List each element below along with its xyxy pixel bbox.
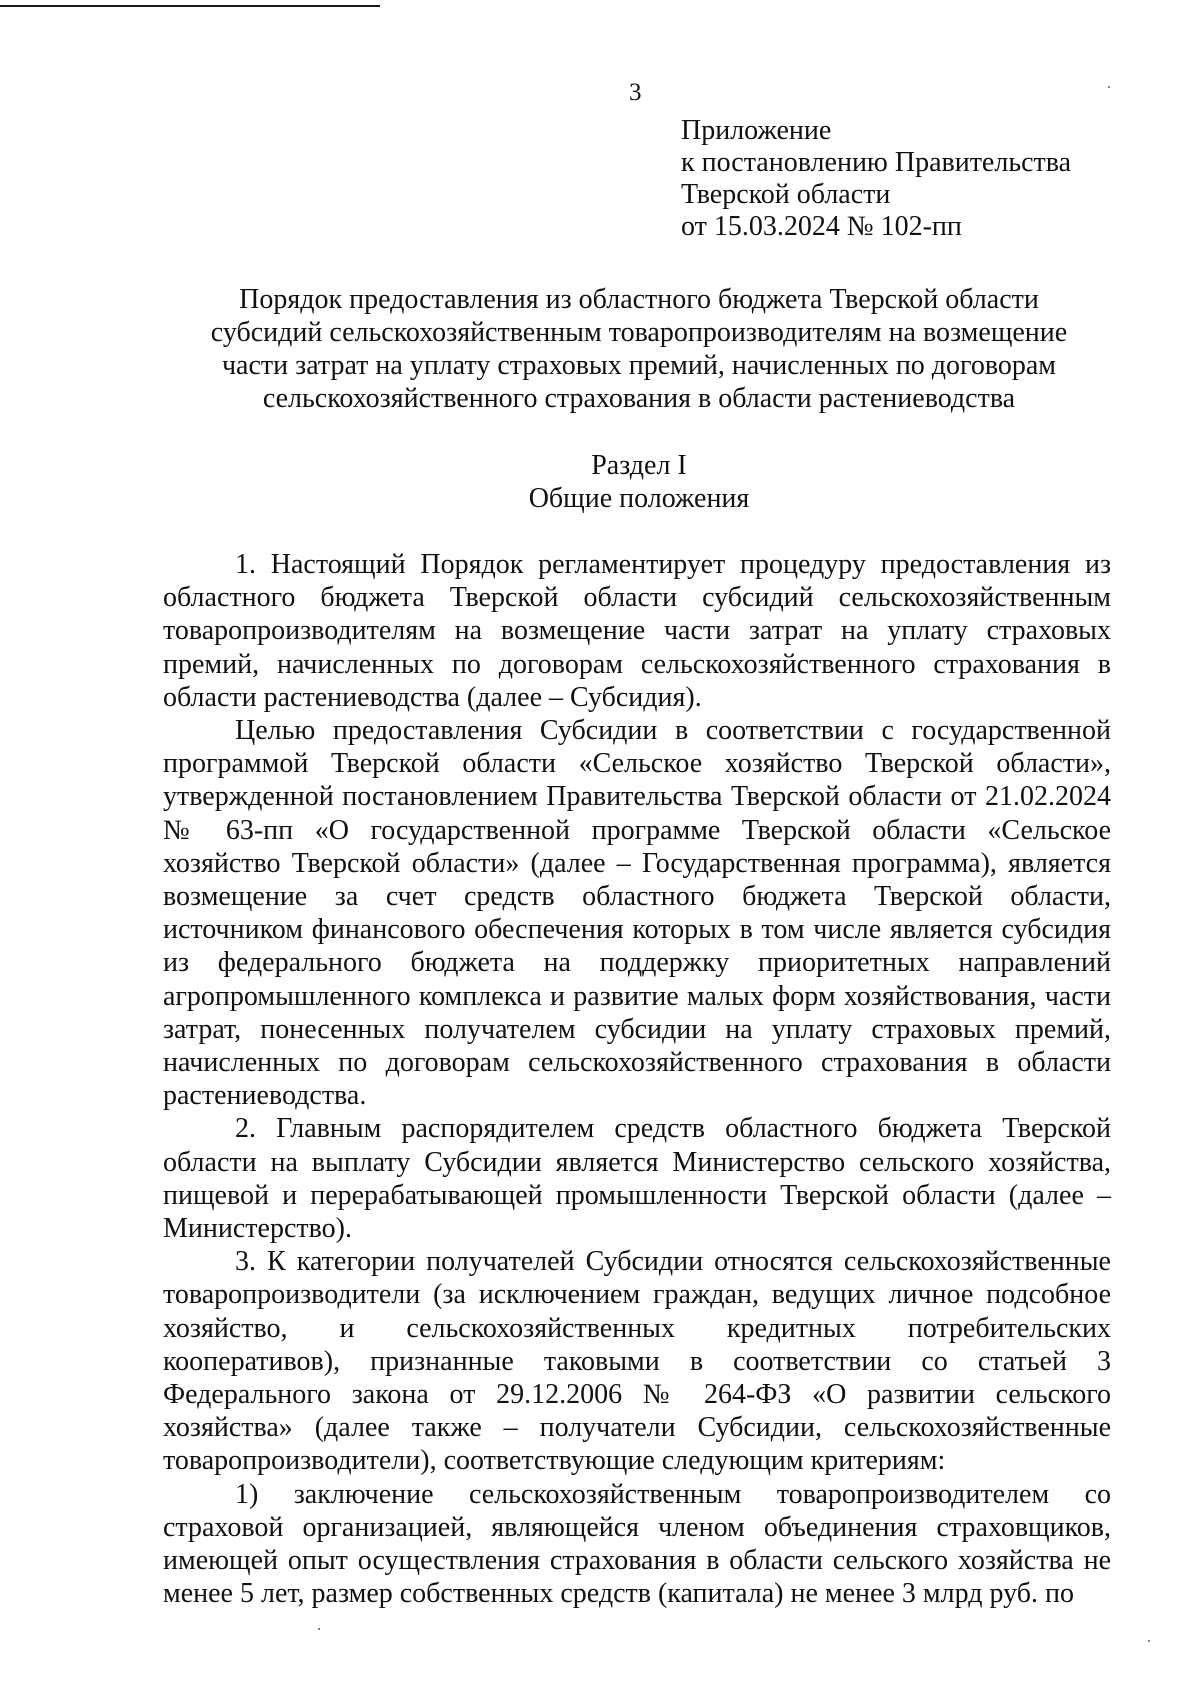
section-name: Общие положения (528, 483, 750, 514)
appendix-header (681, 115, 1141, 243)
document-title (150, 283, 1128, 415)
scan-speck (1108, 86, 1110, 88)
title-line: сельскохозяйственного страхования в области растениеводства (262, 383, 1016, 414)
appendix-line: к постановлению Правительства (681, 147, 1072, 178)
title-line: части затрат на уплату страховых премий, начисленных по договорам (221, 350, 1057, 381)
title-line: Порядок предоставления из областного бюджета Тверской области (239, 284, 1039, 315)
paragraph: 1) заключение сельскохозяйственным товаропроизводителем со страховой организацией, являющейся членом объединения страховщиков, имеющей опыт осуществления страхования в области сельского хозяйства не менее 5 лет, размер собственных средств (капитала) не менее 3 млрд руб. по (163, 1478, 1111, 1610)
appendix-line: Тверской области (681, 179, 891, 210)
page-number: 3 (629, 79, 642, 106)
section-number: Раздел I (591, 450, 687, 481)
body-text (163, 548, 1111, 1611)
paragraph: 1. Настоящий Порядок регламентирует процедуру предоставления из областного бюджета Тверской области субсидий сельскохозяйственным товаропроизводителям на возмещение части затрат на уплату страховых премий, начисленных по договорам сельскохозяйственного страхования в области растениеводства (далее – Субсидия). (163, 549, 1111, 713)
scan-speck (1148, 1640, 1150, 1642)
appendix-line: Приложение (681, 115, 832, 146)
paragraph: Целью предоставления Субсидии в соответствии с государственной программой Тверской области «Сельское хозяйство Тверской области», утвержденной постановлением Правительства Тверской области от 21.02.2024 № 63-пп «О государственной программе Тверской области «Сельское хозяйство Тверской области» (далее – Государственная программа), является возмещение за счет средств областного бюджета Тверской области, источником финансового обеспечения которых в том числе является субсидия из федерального бюджета на поддержку приоритетных направлений агропромышленного комплекса и развитие малых форм хозяйствования, части затрат, понесенных получателем субсидии на уплату страховых премий, начисленных по договорам сельскохозяйственного страхования в области растениеводства. (163, 715, 1111, 1112)
appendix-line: от 15.03.2024 № 102-пп (681, 211, 962, 242)
paragraph: 3. К категории получателей Субсидии относятся сельскохозяйственные товаропроизводители (за исключением граждан, ведущих личное подсобное хозяйство, и сельскохозяйственных кредитных потребительских кооперативов), признанные таковыми в соответствии со статьей 3 Федерального закона от 29.12.2006 № 264-ФЗ «О развитии сельского хозяйства» (далее также – получатели Субсидии, сельскохозяйственные товаропроизводители), соответствующие следующим критериям: (163, 1246, 1111, 1477)
top-rule (0, 5, 380, 7)
scan-speck (318, 1628, 320, 1630)
section-heading (150, 449, 1128, 515)
paragraph: 2. Главным распорядителем средств областного бюджета Тверской области на выплату Субсидии является Министерство сельского хозяйства, пищевой и перерабатывающей промышленности Тверской области (далее – Министерство). (163, 1113, 1111, 1245)
title-line: субсидий сельскохозяйственным товаропроизводителям на возмещение (210, 317, 1068, 348)
